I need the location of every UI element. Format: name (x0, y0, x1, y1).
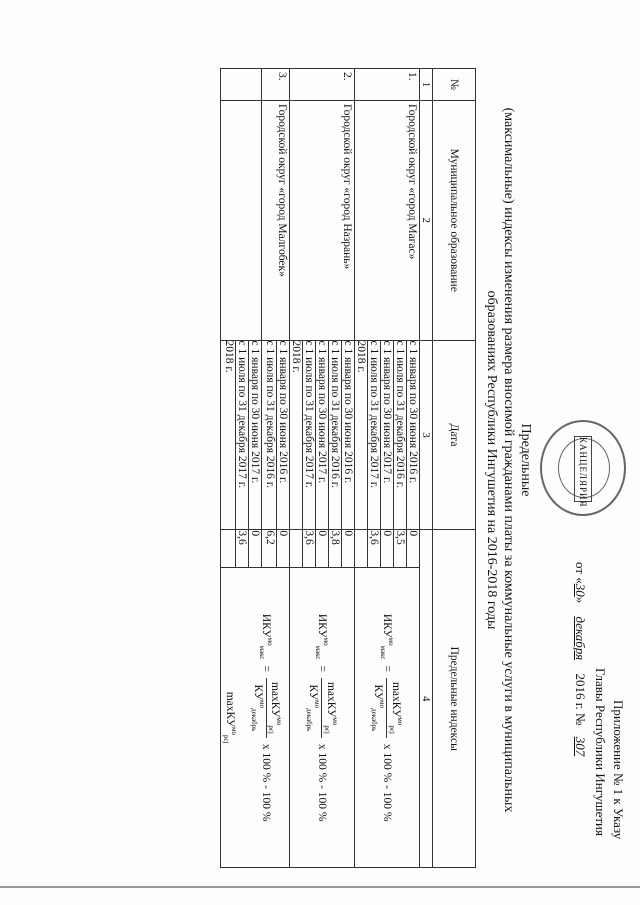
formula-fraction (305, 678, 338, 738)
date-cell (355, 340, 420, 530)
formula-fraction (250, 678, 283, 738)
municipality-name (220, 100, 262, 340)
value-line: 0 (248, 530, 261, 567)
formula-partial: maxКУ$^{мо}_{pcj}$ (221, 691, 238, 744)
row-number: 3. (262, 69, 290, 101)
column-number-row (420, 69, 433, 868)
formula-eq: = (381, 665, 393, 672)
formula-denominator: $КУ^{мо}_{декабрь}$ (370, 684, 387, 732)
value-line: 0 (315, 530, 328, 567)
title-line-1: Предельные (518, 423, 533, 497)
value-line (223, 530, 235, 567)
index-formula (305, 614, 338, 822)
table-header-row (433, 69, 476, 868)
value-cell (355, 530, 420, 568)
formula-cell (220, 568, 289, 868)
seal-label: КАНЦЕЛЯРИЯ (574, 436, 592, 502)
scan-edge-line (0, 886, 640, 888)
value-cell (290, 530, 355, 568)
col-number-4: 4 (420, 530, 433, 868)
formula-numerator: maxКУ$^{мо}_{pcj}$ (266, 678, 283, 738)
formula-fraction (370, 678, 403, 738)
formula-lhs: $ИКУ^{мо}_{макс}$ (258, 613, 275, 660)
value-line: 3,8 (328, 530, 341, 567)
title-line-3: образованиях Республики Ингушетия на 2016-2018 годы (484, 290, 499, 630)
date-line: с 1 июля по 31 декабря 2016 г. (393, 341, 406, 530)
appendix-line-2: Главы Республики Ингушетия (593, 668, 608, 836)
date-line: 2018 г. (290, 340, 302, 373)
value-line: 0 (406, 530, 419, 567)
formula-cell (290, 568, 355, 868)
value-line: 0 (341, 530, 354, 567)
date-line: 2018 г. (355, 340, 367, 373)
formula-lhs: $ИКУ^{мо}_{макс}$ (313, 613, 331, 660)
formula-tail: x 100 % - 100 % (260, 743, 273, 822)
header-date: Дата (433, 340, 476, 530)
formula-numerator: maxКУ$^{мо}_{pcj}$ (387, 678, 404, 738)
date-cell (290, 340, 355, 530)
table-row (355, 69, 420, 868)
date-day: 30 (573, 583, 588, 597)
date-number: 307 (573, 736, 588, 757)
date-cell (220, 340, 262, 530)
date-year: 2016 г. № (573, 673, 588, 726)
value-line: 6,2 (264, 530, 276, 545)
formula-lhs: $ИКУ^{мо}_{макс}$ (378, 613, 396, 660)
value-line: 3,6 (367, 530, 380, 567)
official-seal-stamp (540, 420, 626, 516)
date-line: с 1 января по 30 июня 2017 г. (315, 341, 328, 530)
date-month: декабря (573, 616, 588, 661)
municipality-name: Городской округ «город Магас» (355, 100, 420, 340)
value-line: 0 (276, 530, 289, 567)
col-number-1: 1 (420, 69, 433, 101)
date-line: с 1 января по 30 июня 2016 г. (276, 341, 289, 530)
value-cell (262, 530, 290, 568)
date-line: с 1 января по 30 июня 2016 г. (341, 341, 354, 530)
value-line (290, 530, 302, 567)
appendix-line-1: Приложение № 1 к Указу (611, 700, 626, 840)
col-number-2: 2 (420, 100, 433, 340)
table-row (290, 69, 355, 868)
municipality-name: Городской округ «город Малгобек» (262, 100, 290, 340)
col-number-3: 3 (420, 340, 433, 530)
date-line: 2018 г. (223, 340, 236, 373)
table-row (262, 69, 290, 868)
date-mid: » (573, 596, 588, 604)
formula-eq: = (260, 665, 273, 672)
value-line: 3,6 (302, 530, 315, 567)
header-indices: Предельные индексы (433, 530, 476, 868)
appendix-date-line (572, 562, 588, 764)
index-formula (370, 614, 403, 822)
header-municipality: Муниципальное образование (433, 100, 476, 340)
index-formula (250, 614, 283, 822)
header-number: № (433, 69, 476, 101)
formula-numerator: maxКУ$^{мо}_{pcj}$ (322, 678, 339, 738)
date-cell (262, 340, 290, 530)
formula-denominator: $КУ^{мо}_{декабрь}$ (305, 684, 322, 732)
value-line: 3,5 (393, 530, 406, 567)
formula-tail: x 100 % - 100 % (316, 743, 328, 822)
date-line: с 1 июля по 31 декабря 2017 г. (367, 341, 380, 530)
date-line: с 1 июля по 31 декабря 2017 г. (235, 341, 248, 530)
value-cell (220, 530, 262, 568)
value-line: 3,6 (235, 530, 248, 567)
municipality-name: Городской округ «город Назрань» (290, 100, 355, 340)
row-number: 1. (355, 69, 420, 101)
date-line: с 1 января по 30 июня 2017 г. (248, 341, 261, 530)
value-line: 0 (380, 530, 393, 567)
date-line: с 1 июля по 31 декабря 2016 г. (328, 341, 341, 530)
formula-eq: = (316, 665, 328, 672)
date-line: с 1 января по 30 июня 2016 г. (406, 341, 419, 530)
date-prefix: от « (573, 562, 588, 584)
value-line (355, 530, 367, 567)
title-line-2: (максимальные) индексы изменения размера вносимой гражданами платы за коммунальные услуги в муниципальных (501, 107, 516, 813)
row-number: 2. (290, 69, 355, 101)
formula-denominator: $КУ^{мо}_{декабрь}$ (249, 684, 266, 732)
row-number (220, 69, 262, 101)
formula-cell (355, 568, 420, 868)
date-line: с 1 июля по 31 декабря 2017 г. (302, 341, 315, 530)
date-line: с 1 января по 30 июня 2017 г. (380, 341, 393, 530)
formula-tail: x 100 % - 100 % (381, 743, 393, 822)
indices-table (220, 68, 476, 868)
date-line: с 1 июля по 31 декабря 2016 г. (264, 340, 276, 489)
